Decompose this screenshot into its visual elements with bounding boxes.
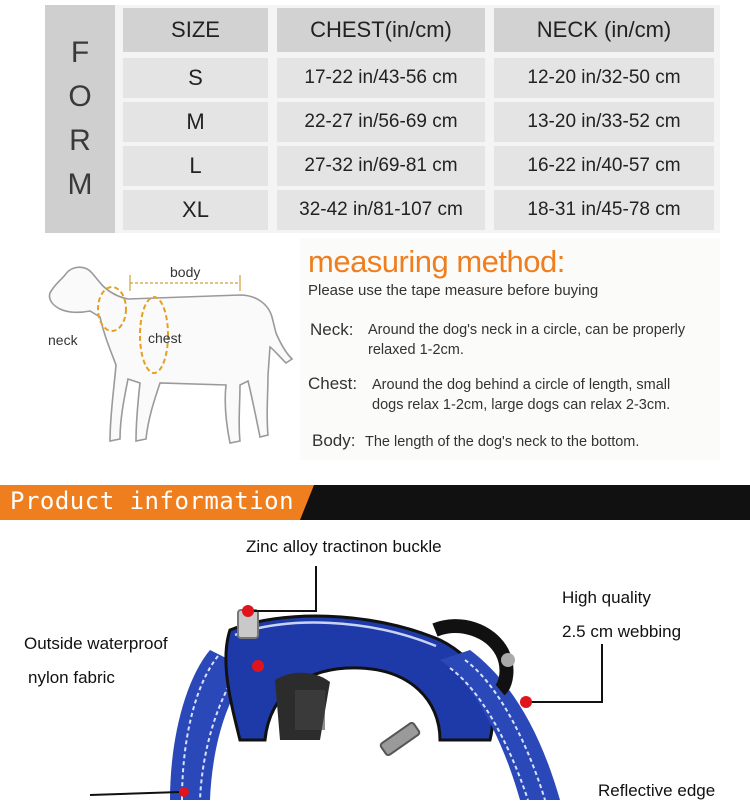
size-cell: S [123,58,268,98]
callout-fabric-line1: Outside waterproof [24,634,168,653]
measuring-subtitle: Please use the tape measure before buying [308,282,599,299]
neck-method-line1: Around the dog's neck in a circle, can be properly [368,322,686,338]
callout-reflective: Reflective edge [598,781,716,800]
body-method-text: The length of the dog's neck to the bottom. [365,434,640,450]
callout-quality-line2: 2.5 cm webbing [562,622,682,641]
neck-label: neck [48,332,78,348]
header-size: SIZE [123,8,268,52]
chest-cell: 27-32 in/69-81 cm [277,146,485,186]
dog-measure-diagram [30,255,300,455]
form-letter: F [70,36,90,69]
neck-cell: 12-20 in/32-50 cm [494,58,714,98]
callout-quality-line1: High quality [562,588,651,607]
neck-cell: 13-20 in/33-52 cm [494,102,714,142]
form-letter: O [68,80,92,113]
chest-method-line1: Around the dog behind a circle of length, small [372,377,671,393]
form-letter: R [69,124,91,157]
chest-cell: 22-27 in/56-69 cm [277,102,485,142]
product-band-title: Product information [10,487,295,515]
size-cell: M [123,102,268,142]
callout-fabric-line2: nylon fabric [28,668,115,687]
body-method-label: Body: [312,431,356,450]
chest-method-line2: dogs relax 1-2cm, large dogs can relax 2-3cm. [372,397,671,413]
chest-label: chest [148,330,182,346]
chest-cell: 17-22 in/43-56 cm [277,58,485,98]
size-cell: XL [123,190,268,230]
neck-method-label: Neck: [310,320,354,339]
neck-method-line2: relaxed 1-2cm. [368,342,464,358]
form-label [45,5,115,233]
callout-buckle: Zinc alloy tractinon buckle [246,537,442,556]
chest-cell: 32-42 in/81-107 cm [277,190,485,230]
neck-cell: 16-22 in/40-57 cm [494,146,714,186]
measuring-title: measuring method: [308,244,565,279]
header-neck: NECK (in/cm) [494,8,714,52]
header-chest: CHEST(in/cm) [277,8,485,52]
body-label: body [170,264,201,280]
dog-outline-icon [49,267,292,443]
form-letter: M [67,168,93,201]
neck-cell: 18-31 in/45-78 cm [494,190,714,230]
chest-method-label: Chest: [308,374,358,393]
harness-photo [140,590,600,800]
size-cell: L [123,146,268,186]
